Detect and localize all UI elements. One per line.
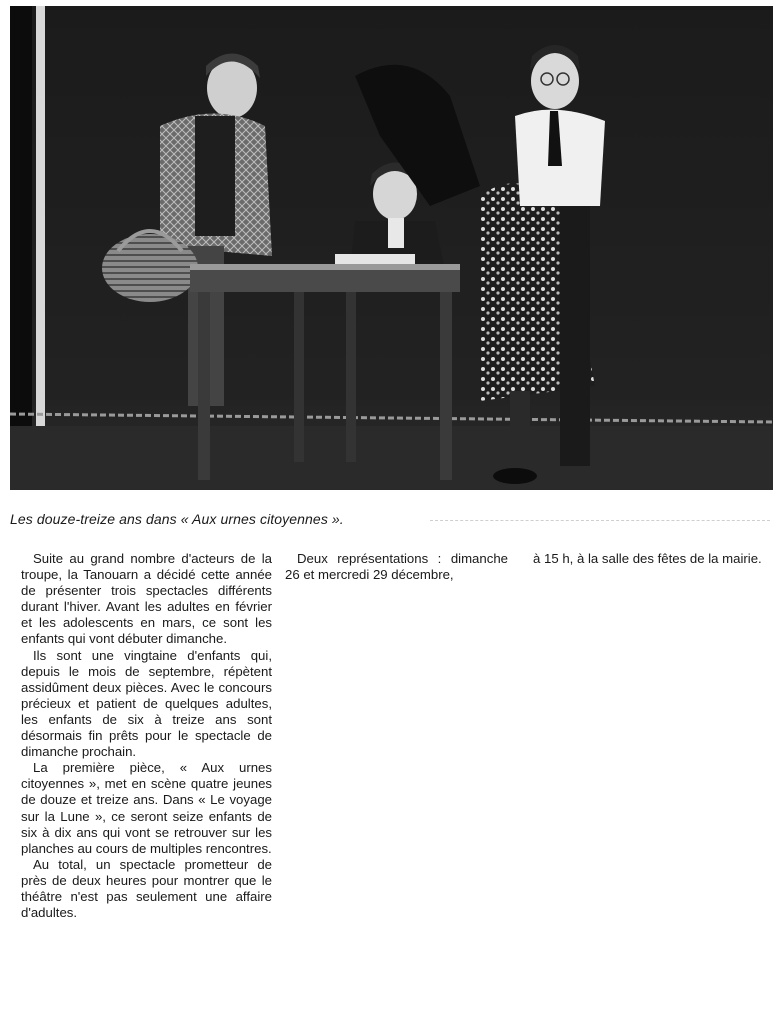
article-column-3 xyxy=(533,551,773,567)
paragraph-1: Suite au grand nombre d'acteurs de la troupe, la Tanouarn a décidé cette année de présenter trois spectacles différents durant l'hiver. Avant les adultes en février et les adolescents en mars, ce sont les enfants qui vont débuter dimanche. xyxy=(21,551,272,647)
article-column-1 xyxy=(21,551,272,921)
photo-caption: Les douze-treize ans dans « Aux urnes citoyennes ». xyxy=(10,511,344,527)
pole xyxy=(36,6,45,456)
photo-illustration xyxy=(10,6,773,490)
paragraph-3: La première pièce, « Aux urnes citoyennes », met en scène quatre jeunes de douze et treize ans. Dans « Le voyage sur la Lune », ce seront seize enfants de six à dix ans qui vont se retrouver sur les planches au cours de multiples rencontres. xyxy=(21,760,272,856)
caption-divider xyxy=(430,520,770,521)
theatre-photo xyxy=(10,6,773,490)
paragraph-venue: à 15 h, à la salle des fêtes de la mairie. xyxy=(533,551,762,566)
article-column-2 xyxy=(285,551,508,583)
paragraph-4: Au total, un spectacle prometteur de près de deux heures pour montrer que le théâtre n'est pas seulement une affaire d'adultes. xyxy=(21,856,272,921)
paragraph-performances: Deux représentations : dimanche 26 et mercredi 29 décembre, xyxy=(285,551,508,583)
paragraph-2: Ils sont une vingtaine d'enfants qui, depuis le mois de septembre, répètent assidûment deux pièces. Avec le concours précieux et patient de quelques adultes, les enfants de six à treize ans sont désormais fin prêts pour le spectacle de dimanche prochain. xyxy=(21,647,272,760)
